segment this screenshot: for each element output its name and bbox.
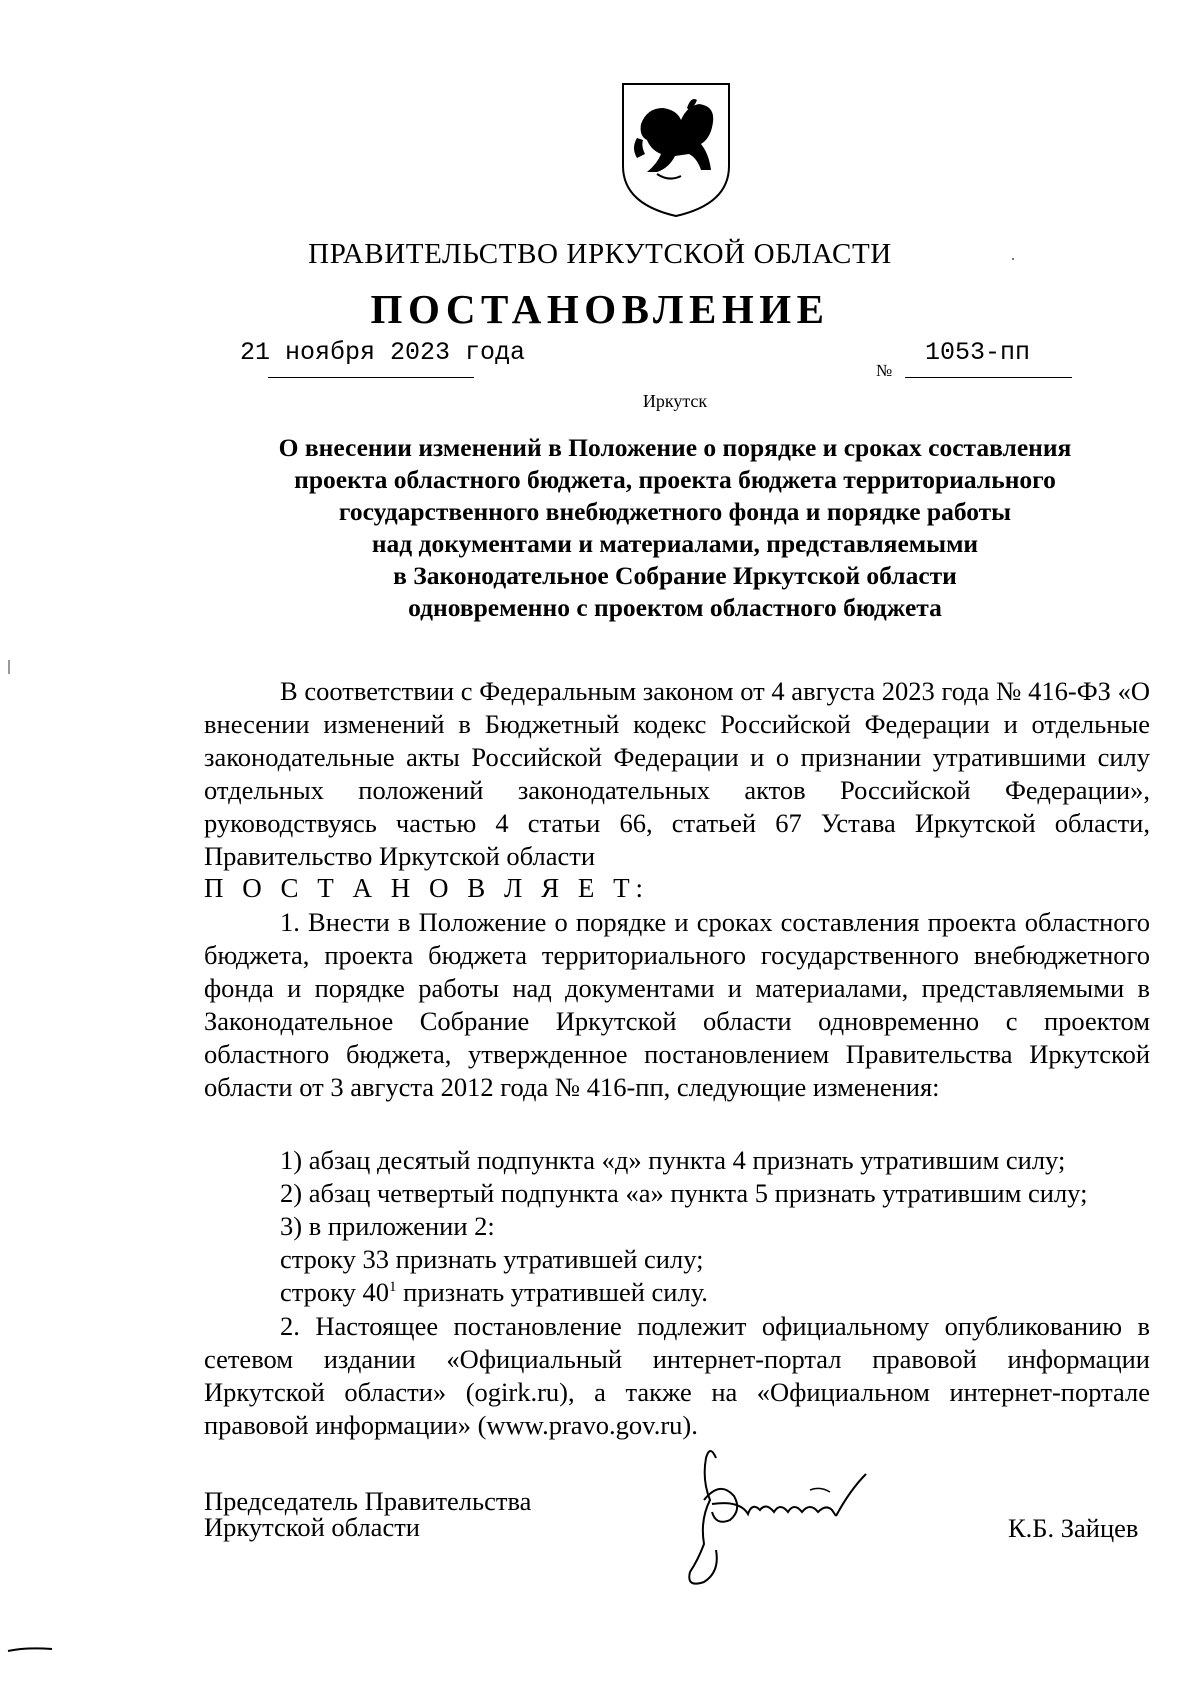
decree-word: П О С Т А Н О В Л Я Е Т: [204,873,650,903]
list-item-text: строку 40 [280,1277,390,1307]
scan-artifact [6,1645,54,1653]
superscript: 1 [389,1279,397,1295]
preamble-paragraph: В соответствии с Федеральным законом от 4 августа 2023 года № 416-ФЗ «О внесении изменений в Бюджетный кодекс Российской Федерации и отдельные законодательные акты Российской Федерации и о признании утратившими силу отдельных положений законодательных актов Российской Федерации», руководствуясь частью 4 статьи 66, статьей 67 Устава Иркутской области, Правительство Иркутской области [204,676,1150,871]
list-item-text: признать утратившей силу. [396,1277,708,1307]
signer-position-line: Иркутской области [204,1512,420,1542]
document-title [200,432,1150,624]
title-line: государственного внебюджетного фонда и порядке работы [338,497,1012,526]
city: Иркутск [642,391,708,411]
handwritten-signature [660,1440,940,1590]
government-name: ПРАВИТЕЛЬСТВО ИРКУТСКОЙ ОБЛАСТИ [308,238,892,270]
signer-position [204,1488,531,1540]
signer-position-line: Председатель Правительства [204,1486,532,1516]
title-line: над документами и материалами, представляемыми [371,529,979,558]
document-number: 1053-пп [925,338,1031,367]
point-2-paragraph: 2. Настоящее постановление подлежит официальному опубликованию в сетевом издании «Официальный интернет-портал правовой информации Иркутской области» (ogirk.ru), а также на «Официальном интернет-портале правовой информации» (www.pravo.gov.ru). [204,1311,1150,1440]
list-item: 3) в приложении 2: [280,1211,495,1241]
date-underline [268,377,474,378]
document-date: 21 ноября 2023 года [240,338,526,367]
title-line: проекта областного бюджета, проекта бюджета территориального [294,465,1056,494]
point-1-paragraph: 1. Внести в Положение о порядке и сроках составления проекта областного бюджета, проекта бюджета территориального государственного внебюджетного фонда и порядке работы над документами и материалами, представляемыми в Законодательное Собрание Иркутской области одновременно с проектом областного бюджета, утвержденное постановлением Правительства Иркутской области от 3 августа 2012 года № 416-пп, следующие изменения: [204,907,1150,1102]
list-item: строку 33 признать утратившей силу; [280,1244,704,1274]
coat-of-arms-icon [617,78,735,220]
document-type: ПОСТАНОВЛЕНИЕ [370,286,830,332]
list-item: 1) абзац десятый подпункта «д» пункта 4 признать утратившим силу; [280,1145,1066,1175]
list-item [280,1276,1087,1309]
title-line: О внесении изменений в Положение о порядке и сроках составления [278,433,1072,462]
changes-list [280,1144,1087,1309]
scan-speck [8,660,10,674]
number-underline [905,377,1072,378]
point-1-block [204,906,1150,1104]
title-line: в Законодательное Собрание Иркутской области [393,561,957,590]
list-item: 2) абзац четвертый подпункта «а» пункта 5 признать утратившим силу; [280,1178,1088,1208]
point-2-block [204,1310,1150,1442]
number-sign: № [876,361,893,380]
scan-speck [1012,258,1014,260]
preamble-block [204,675,1150,873]
title-line: одновременно с проектом областного бюджета [408,593,942,622]
signer-name: К.Б. Зайцев [1008,1513,1139,1543]
